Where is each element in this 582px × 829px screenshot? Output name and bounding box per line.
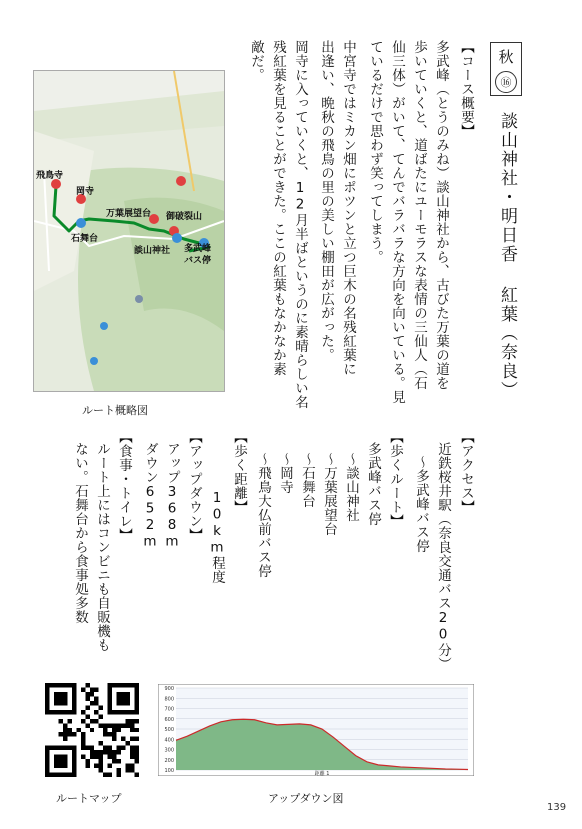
food-line: ルート上にはコンビニも自販機も	[94, 442, 110, 652]
route-line: ～談山神社	[343, 452, 359, 522]
route-map	[33, 70, 225, 392]
map-label-asuka: 飛鳥寺	[36, 171, 64, 181]
season-label: 秋	[498, 47, 514, 66]
y-tick-label: 300	[164, 747, 174, 754]
elevation-chart	[158, 684, 474, 776]
access-line: 近鉄桜井駅（奈良交通バス20分）	[435, 442, 451, 671]
map-label-ishibutai: 石舞台	[71, 234, 99, 244]
page-title: 談山神社・明日香 紅葉（奈良）	[497, 112, 517, 400]
qr-caption: ルートマップ	[56, 792, 122, 805]
map-label-manyo: 万葉展望台	[106, 209, 152, 219]
map-label-tonomine: 多武峰	[184, 244, 212, 254]
y-tick-label: 600	[164, 716, 174, 723]
course-line: ているだけで思わず笑ってしまう。	[367, 40, 383, 264]
qr-code[interactable]	[45, 683, 139, 777]
qr-code-icon	[45, 683, 139, 777]
y-tick-label: 400	[164, 737, 174, 744]
distance-heading: 【歩く距離】	[231, 430, 247, 514]
route-line: 多武峰バス停	[365, 442, 381, 526]
map-label-oka: 岡寺	[76, 187, 95, 197]
route-line: ～岡寺	[277, 452, 293, 494]
course-line: 出逢い、晩秋の飛鳥の里の美しい棚田が広がった。	[318, 40, 334, 362]
y-tick-label: 100	[164, 768, 174, 774]
map-label-busstop: バス停	[184, 256, 212, 266]
x-axis-label: 距離 1	[314, 771, 330, 776]
access-heading: 【アクセス】	[458, 430, 474, 514]
course-line: 残紅葉を見ることができた。ここの紅葉もなかなか素	[270, 40, 286, 376]
course-line: 岡寺に入っていくと、12月半ばというのに素晴らしい名	[292, 40, 308, 409]
map-label-tanzan: 談山神社	[134, 246, 171, 256]
route-line: ～飛鳥大仏前バス停	[255, 452, 271, 578]
course-line: 中宮寺ではミカン畑にポツンと立つ巨木の名残紅葉に	[340, 40, 356, 376]
updown-line: アップ368m	[164, 442, 180, 550]
updown-heading: 【アップダウン】	[186, 430, 202, 542]
elevation-profile	[158, 684, 474, 776]
food-line: ない。石舞台から食事処多数	[72, 442, 88, 624]
profile-caption: アップダウン図	[268, 792, 344, 805]
y-tick-label: 500	[164, 727, 174, 733]
map-caption: ルート概略図	[82, 404, 148, 417]
route-line: ～石舞台	[299, 452, 315, 508]
y-tick-label: 200	[164, 757, 174, 764]
course-heading: 【コース概要】	[458, 40, 474, 138]
map-label-gohai: 御破裂山	[166, 212, 203, 222]
route-heading: 【歩くルート】	[387, 430, 403, 528]
season-badge	[490, 42, 522, 96]
season-number: ⑯	[495, 71, 517, 93]
page-number: 139	[547, 802, 567, 813]
map-svg	[34, 71, 224, 391]
updown-line: ダウン652m	[142, 442, 158, 550]
course-line: 歩いていくと、道ばたにユーモラスな表情の三仙人（石	[411, 40, 427, 390]
food-heading: 【食事・トイレ】	[116, 430, 132, 542]
course-line: 敵だ。	[248, 40, 264, 82]
y-tick-label: 700	[164, 706, 174, 713]
distance-line: 10km程度	[209, 490, 225, 584]
route-line: ～万葉展望台	[321, 452, 337, 536]
y-tick-label: 900	[164, 686, 174, 692]
access-line: ～多武峰バス停	[413, 455, 429, 553]
course-line: 多武峰（とうのみね）談山神社から、古びた万葉の道を	[433, 40, 449, 390]
y-tick-label: 800	[164, 696, 174, 703]
course-line: 仙三体）がいて、てんでバラバラな方向を向いている。見	[389, 40, 405, 404]
